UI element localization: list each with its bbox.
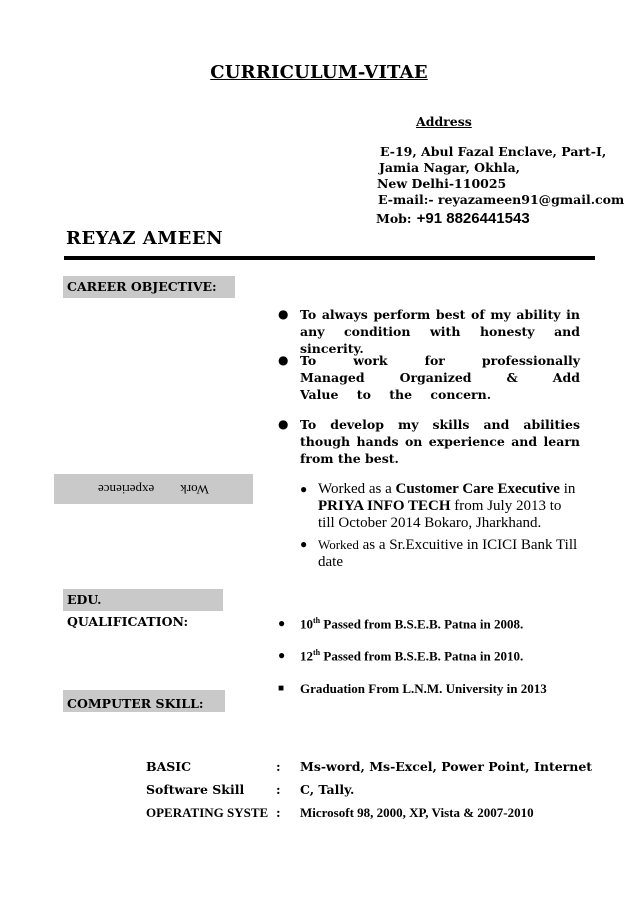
edu-item-3: [278, 681, 547, 697]
edu-text: Passed from B.S.E.B. Patna in 2008.: [320, 616, 524, 632]
skill-separator: :: [276, 759, 281, 774]
edu-item-1: [278, 616, 524, 632]
bullet-icon: ●: [278, 648, 286, 662]
work-text: from July 2013 to: [450, 498, 562, 514]
bullet-icon: ●: [278, 353, 289, 367]
list-item: [278, 352, 580, 403]
work-line-1: [318, 481, 588, 498]
edu-number: 10: [300, 616, 313, 632]
work-text: Worked: [318, 537, 359, 552]
work-experience-label: Work experience: [98, 482, 209, 497]
work-line-5: date: [318, 554, 343, 570]
section-computer-skill: COMPUTER SKILL:: [63, 690, 225, 712]
work-line-2: [318, 498, 588, 515]
address-line-1: E-19, Abul Fazal Enclave, Part-I,: [380, 144, 607, 159]
email-line: E-mail:- reyazameen91@gmail.com: [378, 192, 625, 207]
bullet-icon: ●: [278, 417, 289, 431]
section-work-experience: [54, 474, 253, 504]
skill-label-software: Software Skill: [146, 782, 245, 797]
mobile-line: [376, 208, 530, 227]
work-line-4: [318, 536, 588, 554]
work-text: Worked as a: [318, 481, 396, 497]
edu-text: Graduation From L.N.M. University in 2013: [300, 681, 547, 696]
address-heading: Address: [416, 114, 472, 129]
skill-separator: :: [276, 782, 281, 797]
edu-suffix: th: [313, 648, 321, 657]
job-title: Customer Care Executive: [395, 481, 560, 497]
edu-text: Passed from B.S.E.B. Patna in 2010.: [320, 648, 524, 664]
work-text: in: [559, 481, 576, 497]
bullet-icon: ●: [300, 482, 308, 496]
mobile-label: Mob:: [376, 211, 412, 226]
skill-value-basic: Ms-word, Ms-Excel, Power Point, Internet: [300, 759, 593, 774]
work-text: as a Sr.Excuitive in ICICI Bank Till: [358, 537, 578, 553]
skill-value-os: Microsoft 98, 2000, XP, Vista & 2007-2010: [300, 805, 534, 820]
address-line-3: New Delhi-110025: [377, 176, 507, 191]
bullet-icon: ●: [278, 307, 289, 321]
edu-item-2: [278, 648, 524, 664]
section-career-objective: CAREER OBJECTIVE:: [63, 276, 235, 298]
candidate-name: REYAZ AMEEN: [66, 228, 224, 249]
work-line-3: till October 2014 Bokaro, Jharkhand.: [318, 515, 542, 531]
list-item: [278, 416, 580, 467]
document-title: CURRICULUM-VITAE: [210, 62, 428, 83]
list-item: [278, 306, 580, 357]
objective-text: To work for professionally Managed Organized & Add Value to the concern.: [300, 353, 580, 402]
header-divider: [64, 256, 595, 260]
company-name: PRIYA INFO TECH: [318, 498, 451, 514]
skill-label-basic: BASIC: [146, 759, 192, 774]
edu-suffix: th: [313, 616, 321, 625]
square-bullet-icon: ■: [278, 683, 285, 694]
objectives-list: [278, 306, 580, 466]
edu-number: 12: [300, 648, 313, 664]
list-item: [300, 481, 588, 532]
skill-value-software: C, Tally.: [300, 782, 355, 797]
bullet-icon: ●: [300, 537, 308, 551]
bullet-icon: ●: [278, 616, 286, 630]
mobile-number: +91 8826441543: [416, 210, 530, 227]
address-line-2: Jamia Nagar, Okhla,: [379, 160, 521, 175]
skill-label-os: OPERATING SYSTE: [146, 805, 269, 820]
objective-text: To develop my skills and abilities though hands on experience and learn from the best.: [300, 417, 580, 466]
objective-text: To always perform best of my ability in any condition with honesty and sincerity.: [300, 307, 580, 356]
list-item: [300, 536, 588, 571]
section-edu-qualification: EDU. QUALIFICATION:: [63, 589, 223, 611]
work-list: [300, 481, 588, 571]
skill-separator: :: [276, 805, 281, 820]
